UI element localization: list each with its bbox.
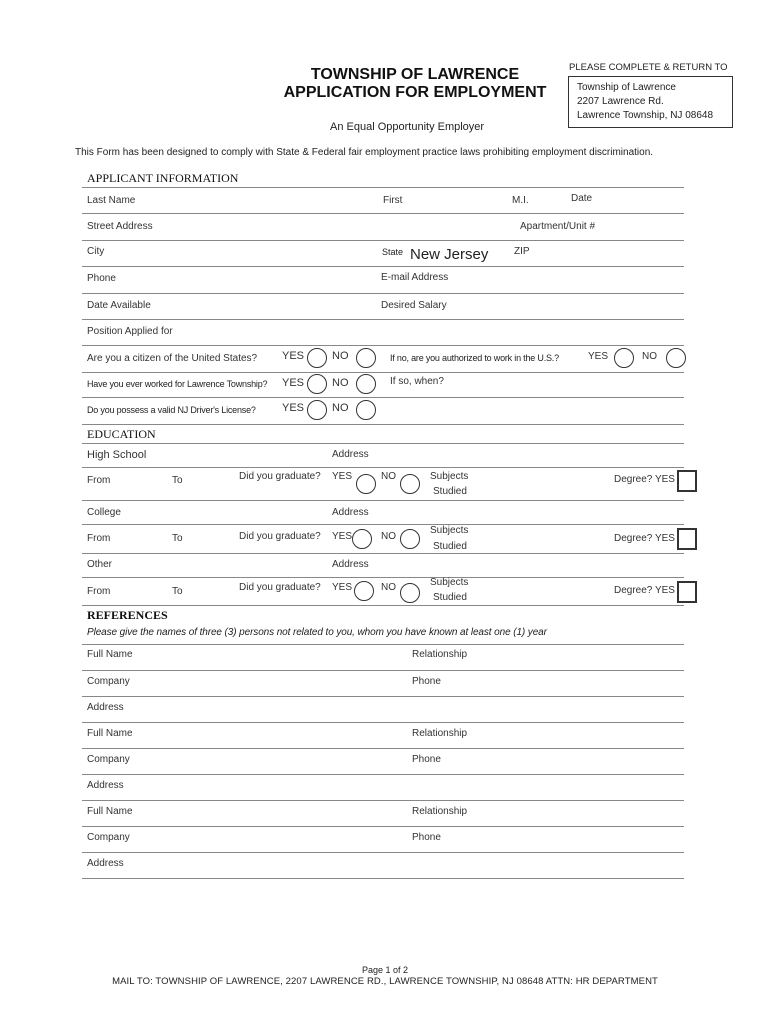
divider [82, 213, 684, 214]
divider [82, 319, 684, 320]
hs-yes-radio[interactable] [356, 474, 376, 494]
page-number: Page 1 of 2 [361, 965, 409, 975]
hs-studied-label: Studied [433, 486, 467, 497]
form-title-line1: TOWNSHIP OF LAWRENCE [310, 66, 520, 83]
divider [82, 500, 684, 501]
college-from-label: From [87, 533, 111, 544]
state-field[interactable]: New Jersey [410, 246, 489, 263]
license-yes-label: YES [282, 402, 305, 414]
authorized-yes-radio[interactable] [614, 348, 634, 368]
license-no-radio[interactable] [356, 400, 376, 420]
worked-question: Have you ever worked for Lawrence Township? [87, 379, 268, 389]
return-address-line3: Lawrence Township, NJ 08648 [577, 110, 714, 121]
divider [82, 345, 684, 346]
hs-no-radio[interactable] [400, 474, 420, 494]
college-subjects-label: Subjects [430, 525, 469, 536]
college-no-radio[interactable] [400, 529, 420, 549]
college-yes-label: YES [332, 531, 353, 542]
other-from-label: From [87, 586, 111, 597]
email-label: E-mail Address [381, 272, 449, 283]
ref2-address-label: Address [87, 780, 124, 791]
divider [82, 670, 684, 671]
return-address-line1: Township of Lawrence [577, 82, 676, 93]
desired-salary-label: Desired Salary [381, 300, 447, 311]
license-question: Do you possess a valid NJ Driver's License? [87, 405, 256, 415]
other-graduate-label: Did you graduate? [239, 582, 321, 593]
ref2-phone-label: Phone [412, 754, 441, 765]
hs-yes-label: YES [332, 471, 353, 482]
divider [82, 240, 684, 241]
citizen-no-label: NO [332, 350, 349, 362]
ref3-phone-label: Phone [412, 832, 441, 843]
divider [82, 605, 684, 606]
return-label: PLEASE COMPLETE & RETURN TO [569, 62, 728, 73]
date-label: Date [571, 193, 593, 204]
other-address-label: Address [332, 559, 369, 570]
hs-graduate-label: Did you graduate? [239, 471, 321, 482]
authorized-yes-label: YES [588, 351, 609, 362]
divider [82, 187, 684, 188]
divider [82, 553, 684, 554]
divider [82, 852, 684, 853]
ref2-relationship-label: Relationship [412, 728, 468, 739]
worked-yes-label: YES [282, 377, 305, 389]
other-degree-label: Degree? YES [614, 585, 675, 596]
ref1-relationship-label: Relationship [412, 649, 468, 660]
position-label: Position Applied for [87, 326, 173, 337]
divider [82, 878, 684, 879]
other-label: Other [87, 559, 113, 570]
return-address-box [568, 76, 733, 128]
subtitle: An Equal Opportunity Employer [330, 121, 485, 133]
ref3-relationship-label: Relationship [412, 806, 468, 817]
high-school-label: High School [87, 449, 147, 461]
city-label: City [87, 246, 105, 257]
hs-degree-checkbox[interactable] [677, 470, 697, 492]
zip-label: ZIP [514, 246, 530, 257]
ref2-company-label: Company [87, 754, 130, 765]
ref2-name-label: Full Name [87, 728, 133, 739]
section-education: EDUCATION [87, 427, 156, 441]
notice-text: This Form has been designed to comply with State & Federal fair employment practice laws prohibiting employment discrimination. [75, 147, 654, 158]
hs-address-label: Address [332, 449, 369, 460]
hs-subjects-label: Subjects [430, 471, 469, 482]
divider [82, 644, 684, 645]
street-label: Street Address [87, 221, 153, 232]
apt-label: Apartment/Unit # [520, 221, 596, 232]
divider [82, 397, 684, 398]
worked-yes-radio[interactable] [307, 374, 327, 394]
if-so-when-label: If so, when? [390, 376, 444, 387]
citizen-yes-radio[interactable] [307, 348, 327, 368]
citizen-question: Are you a citizen of the United States? [87, 353, 258, 364]
other-degree-checkbox[interactable] [677, 581, 697, 603]
divider [82, 372, 684, 373]
college-graduate-label: Did you graduate? [239, 531, 321, 542]
divider [82, 467, 684, 468]
divider [82, 748, 684, 749]
divider [82, 424, 684, 425]
college-label: College [87, 507, 121, 518]
ref3-name-label: Full Name [87, 806, 133, 817]
college-no-label: NO [381, 531, 396, 542]
divider [82, 266, 684, 267]
college-address-label: Address [332, 507, 369, 518]
section-applicant: APPLICANT INFORMATION [87, 171, 239, 185]
citizen-no-radio[interactable] [356, 348, 376, 368]
college-degree-checkbox[interactable] [677, 528, 697, 550]
mail-to-footer: MAIL TO: TOWNSHIP OF LAWRENCE, 2207 LAWRENCE RD., LAWRENCE TOWNSHIP, NJ 08648 ATTN: HR DEPARTMENT [112, 976, 658, 987]
other-to-label: To [172, 586, 183, 597]
license-yes-radio[interactable] [307, 400, 327, 420]
references-instructions: Please give the names of three (3) persons not related to you, whom you have known at least one (1) year [87, 627, 547, 638]
hs-degree-label: Degree? YES [614, 474, 675, 485]
last-name-label: Last Name [87, 195, 136, 206]
divider [82, 722, 684, 723]
ref1-company-label: Company [87, 676, 130, 687]
ref3-address-label: Address [87, 858, 124, 869]
license-no-label: NO [332, 402, 349, 414]
college-yes-radio[interactable] [352, 529, 372, 549]
divider [82, 293, 684, 294]
hs-to-label: To [172, 475, 183, 486]
divider [82, 774, 684, 775]
form-title-line2: APPLICATION FOR EMPLOYMENT [283, 84, 547, 101]
other-no-label: NO [381, 582, 396, 593]
authorized-no-label: NO [642, 351, 657, 362]
section-references: REFERENCES [87, 608, 168, 622]
other-no-radio[interactable] [400, 583, 420, 603]
other-yes-label: YES [332, 582, 353, 593]
citizen-yes-label: YES [282, 350, 305, 362]
divider [82, 826, 684, 827]
date-available-label: Date Available [87, 300, 151, 311]
ref1-phone-label: Phone [412, 676, 441, 687]
mi-label: M.I. [512, 195, 529, 206]
worked-no-radio[interactable] [356, 374, 376, 394]
divider [82, 524, 684, 525]
other-subjects-label: Subjects [430, 577, 469, 588]
ref1-address-label: Address [87, 702, 124, 713]
other-yes-radio[interactable] [354, 581, 374, 601]
state-label: State [382, 247, 404, 257]
ref1-name-label: Full Name [87, 649, 133, 660]
other-studied-label: Studied [433, 592, 467, 603]
hs-from-label: From [87, 475, 111, 486]
ref3-company-label: Company [87, 832, 130, 843]
divider [82, 696, 684, 697]
divider [82, 443, 684, 444]
worked-no-label: NO [332, 377, 349, 389]
college-to-label: To [172, 533, 183, 544]
return-address-line2: 2207 Lawrence Rd. [577, 96, 664, 107]
phone-label: Phone [87, 273, 116, 284]
college-studied-label: Studied [433, 541, 467, 552]
authorized-no-radio[interactable] [666, 348, 686, 368]
college-degree-label: Degree? YES [614, 533, 675, 544]
hs-no-label: NO [381, 471, 396, 482]
divider [82, 577, 684, 578]
authorized-question: If no, are you authorized to work in the U.S.? [390, 353, 559, 363]
divider [82, 800, 684, 801]
first-name-label: First [383, 195, 403, 206]
